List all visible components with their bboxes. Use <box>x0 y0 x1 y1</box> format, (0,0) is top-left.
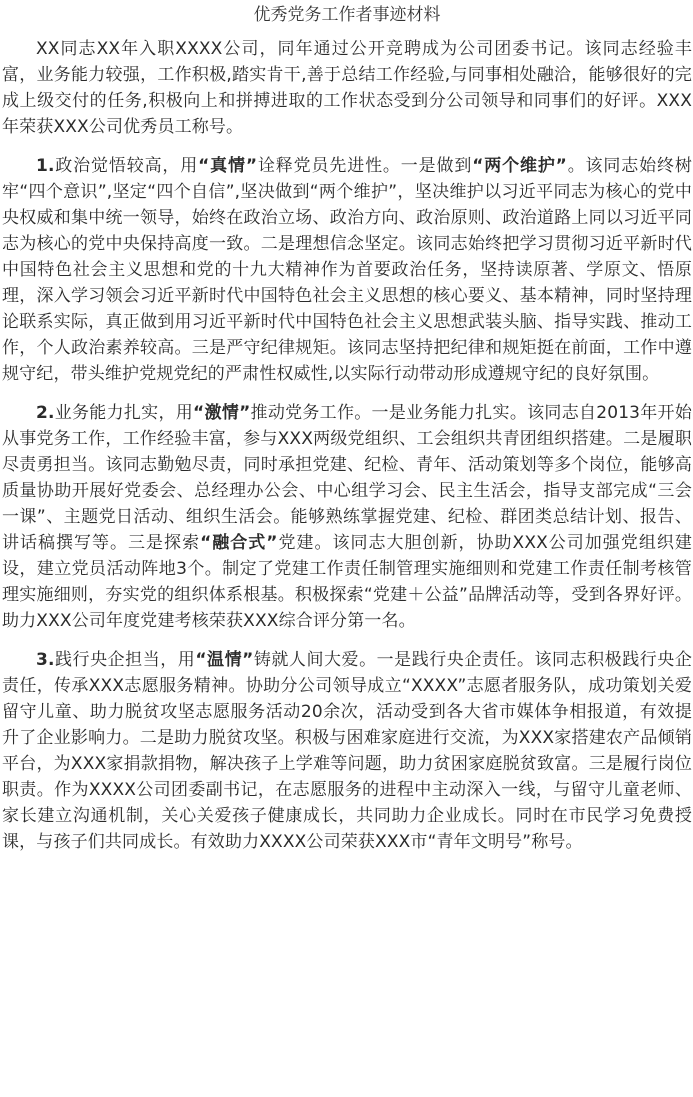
section-2-keyword-b: “融合式” <box>200 533 278 553</box>
section-3-paragraph <box>2 647 692 855</box>
section-3-lead-a: 践行央企担当，用 <box>54 650 196 670</box>
section-1-paragraph <box>2 153 692 387</box>
section-1-number: 1. <box>36 156 55 176</box>
section-2-lead-a: 业务能力扎实，用 <box>54 403 194 423</box>
section-3-keyword-a: “温情” <box>195 650 254 670</box>
section-3-number: 3. <box>36 650 55 670</box>
section-2-paragraph <box>2 400 692 634</box>
section-1-lead-b: 诠释党员先进性。一是做到 <box>257 156 473 176</box>
document-title: 优秀党务工作者事迹材料 <box>253 5 441 25</box>
section-1-lead-a: 政治觉悟较高，用 <box>54 156 199 176</box>
section-1-keyword-a: “真情” <box>198 156 258 176</box>
section-3-body: 铸就人间大爱。一是践行央企责任。该同志积极践行央企责任，传承XXX志愿服务精神。协助分公司领导成立“XXXX”志愿者服务队，成功策划关爱留守儿童、助力脱贫攻坚志愿服务活动20余次，活动受到各大省市媒体争相报道，有效提升了企业影响力。二是助力脱贫攻坚。积极与困难家庭进行交流，为XXX家搭建农产品倾销平台，为XXX家捐款捐物，解决孩子上学难等问题，助力贫困家庭脱贫致富。三是履行岗位职责。作为XXXX公司团委副书记，在志愿服务的进程中主动深入一线，与留守儿童老师、家长建立沟通机制，关心关爱孩子健康成长，共同助力企业成长。同时在市民学习免费授课，与孩子们共同成长。有效助力XXXX公司荣获XXX市“青年文明号”称号。 <box>2 650 692 852</box>
section-2-keyword-a: “激情” <box>193 403 251 423</box>
section-2-number: 2. <box>36 403 55 423</box>
section-2-body-a: 推动党务工作。一是业务能力扎实。该同志自2013年开始从事党务工作，工作经验丰富，参与XXX两级党组织、工会组织共青团组织搭建。二是履职尽责勇担当。该同志勤勉尽责，同时承担党建、纪检、青年、活动策划等多个岗位，能够高质量协助开展好党委会、总经理办公会、中心组学习会、民主生活会，指导支部完成“三会一课”、主题党日活动、组织生活会。能够熟练掌握党建、纪检、群团类总结计划、报告、讲话稿撰写等。三是探索 <box>2 403 692 553</box>
section-1-body: 。该同志始终树牢“四个意识”,坚定“四个自信”,坚决做到“两个维护”，坚决维护以习近平同志为核心的党中央权威和集中统一领导，始终在政治立场、政治方向、政治原则、政治道路上同以习近平同志为核心的党中央保持高度一致。二是理想信念坚定。该同志始终把学习贯彻习近平新时代中国特色社会主义思想和党的十九大精神作为首要政治任务，坚持读原著、学原文、悟原理，深入学习领会习近平新时代中国特色社会主义思想的核心要义、基本精神，同时坚持理论联系实际，真正做到用习近平新时代中国特色社会主义思想武装头脑、指导实践、推动工作，个人政治素养较高。三是严守纪律规矩。该同志坚持把纪律和规矩挺在前面，工作中遵规守纪，带头维护党规党纪的严肃性权威性,以实际行动带动形成遵规守纪的良好氛围。 <box>2 156 692 384</box>
section-1-keyword-b: “两个维护” <box>472 156 567 176</box>
section-2-body-b: 党建。该同志大胆创新，协助XXX公司加强党组织建设，建立党员活动阵地3个。制定了党建工作责任制管理实施细则和党建工作责任制考核管理实施细则，夯实党的组织体系根基。积极探索“党建＋公益”品牌活动等，受到各界好评。助力XXX公司年度党建考核荣获XXX综合评分第一名。 <box>2 533 692 631</box>
intro-paragraph: XX同志XX年入职XXXX公司，同年通过公开竞聘成为公司团委书记。该同志经验丰富，业务能力较强，工作积极,踏实肯干,善于总结工作经验,与同事相处融洽，能够很好的完成上级交付的任务,积极向上和拼搏进取的工作状态受到分公司领导和同事们的好评。XXX年荣获XXX公司优秀员工称号。 <box>2 39 692 137</box>
